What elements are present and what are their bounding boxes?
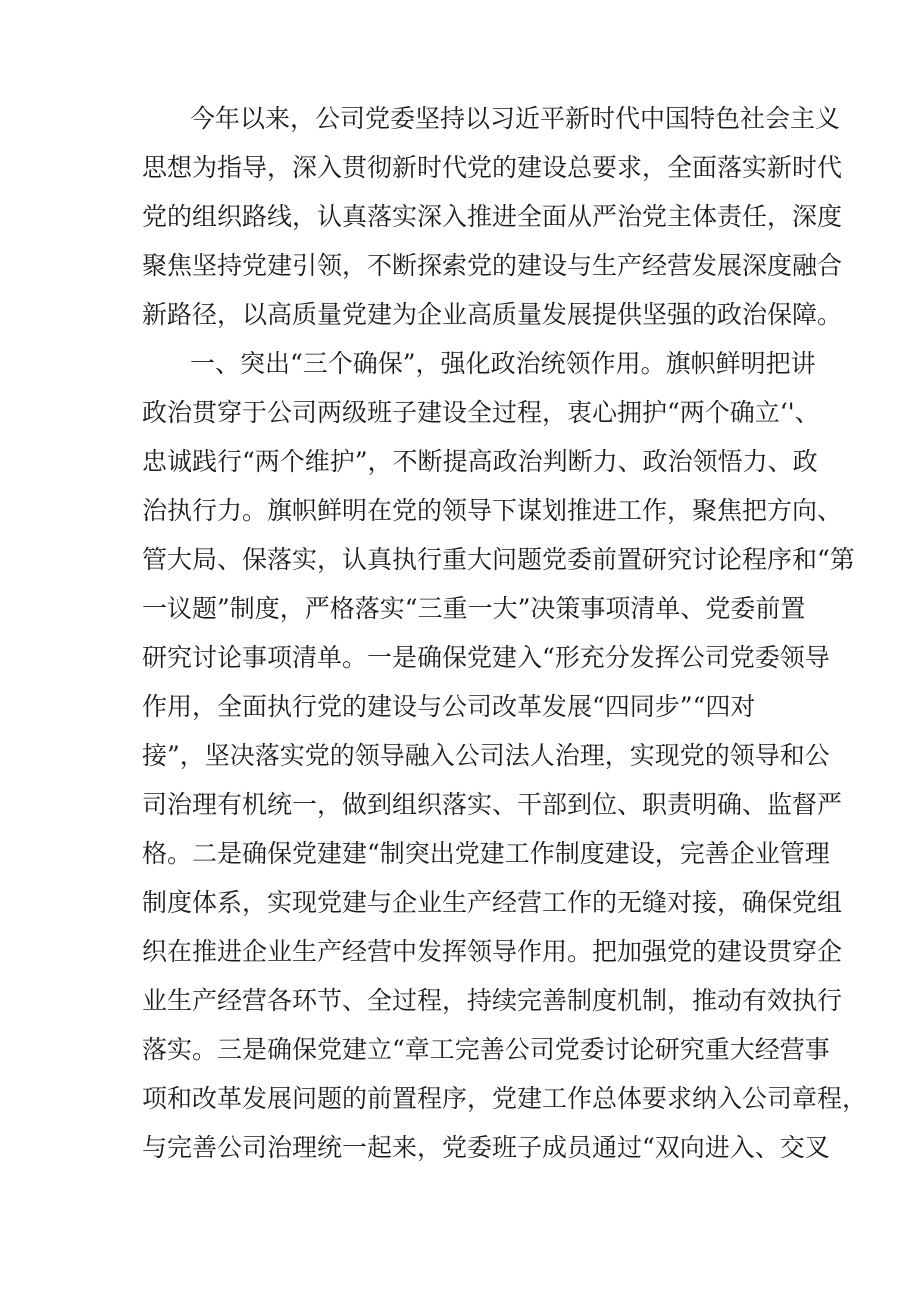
paragraph-2-line-13: 织在推进企业生产经营中发挥领导作用。把加强党的建设贯穿企: [142, 937, 843, 966]
paragraph-2-line-6: 一议题”制度，严格落实“三重一大”决策事项清单、党委前置: [142, 594, 806, 623]
paragraph-2-line-1: 一、突出“三个确保”，强化政治统领作用。旗帜鲜明把讲: [190, 349, 816, 378]
paragraph-1-line-2: 思想为指导，深入贯彻新时代党的建设总要求，全面落实新时代: [142, 153, 843, 182]
paragraph-1-line-4: 聚焦坚持党建引领，不断探索党的建设与生产经营发展深度融合: [142, 251, 843, 280]
paragraph-2-line-16: 项和改革发展问题的前置程序，党建工作总体要求纳入公司章程，: [142, 1084, 868, 1113]
paragraph-2-line-11: 格。二是确保党建建“制突出党建工作制度建设，完善企业管理: [142, 839, 830, 868]
paragraph-2-line-2: 政治贯穿于公司两级班子建设全过程，衷心拥护“两个确立‘'、: [142, 398, 820, 427]
paragraph-2-line-5: 管大局、保落实，认真执行重大问题党委前置研究讨论程序和“第: [142, 545, 855, 574]
paragraph-2-line-15: 落实。三是确保党建立“章工完善公司党委讨论研究重大经营事: [142, 1035, 830, 1064]
paragraph-2-line-17: 与完善公司治理统一起来，党委班子成员通过“双向进入、交叉: [142, 1133, 830, 1162]
paragraph-1-line-1: 今年以来，公司党委坚持以习近平新时代中国特色社会主义: [190, 104, 841, 133]
paragraph-2-line-7: 研究讨论事项清单。一是确保党建入“形充分发挥公司党委领导: [142, 643, 830, 672]
paragraph-2-line-4: 治执行力。旗帜鲜明在党的领导下谋划推进工作，聚焦把方向、: [142, 496, 843, 525]
paragraph-1-line-3: 党的组织路线，认真落实深入推进全面从严治党主体责任，深度: [142, 202, 843, 231]
paragraph-2-line-8: 作用，全面执行党的建设与公司改革发展“四同步”“四对: [142, 692, 756, 721]
paragraph-1-line-5: 新路径，以高质量党建为企业高质量发展提供坚强的政治保障。: [142, 300, 843, 329]
paragraph-2-line-3: 忠诚践行“两个维护”，不断提高政治判断力、政治领悟力、政: [142, 447, 818, 476]
paragraph-2-line-14: 业生产经营各环节、全过程，持续完善制度机制，推动有效执行: [142, 986, 843, 1015]
paragraph-2-line-10: 司治理有机统一，做到组织落实、干部到位、职责明确、监督严: [142, 790, 843, 819]
paragraph-2-line-12: 制度体系，实现党建与企业生产经营工作的无缝对接，确保党组: [142, 888, 843, 917]
paragraph-2-line-9: 接”，坚决落实党的领导融入公司法人治理，实现党的领导和公: [142, 741, 830, 770]
